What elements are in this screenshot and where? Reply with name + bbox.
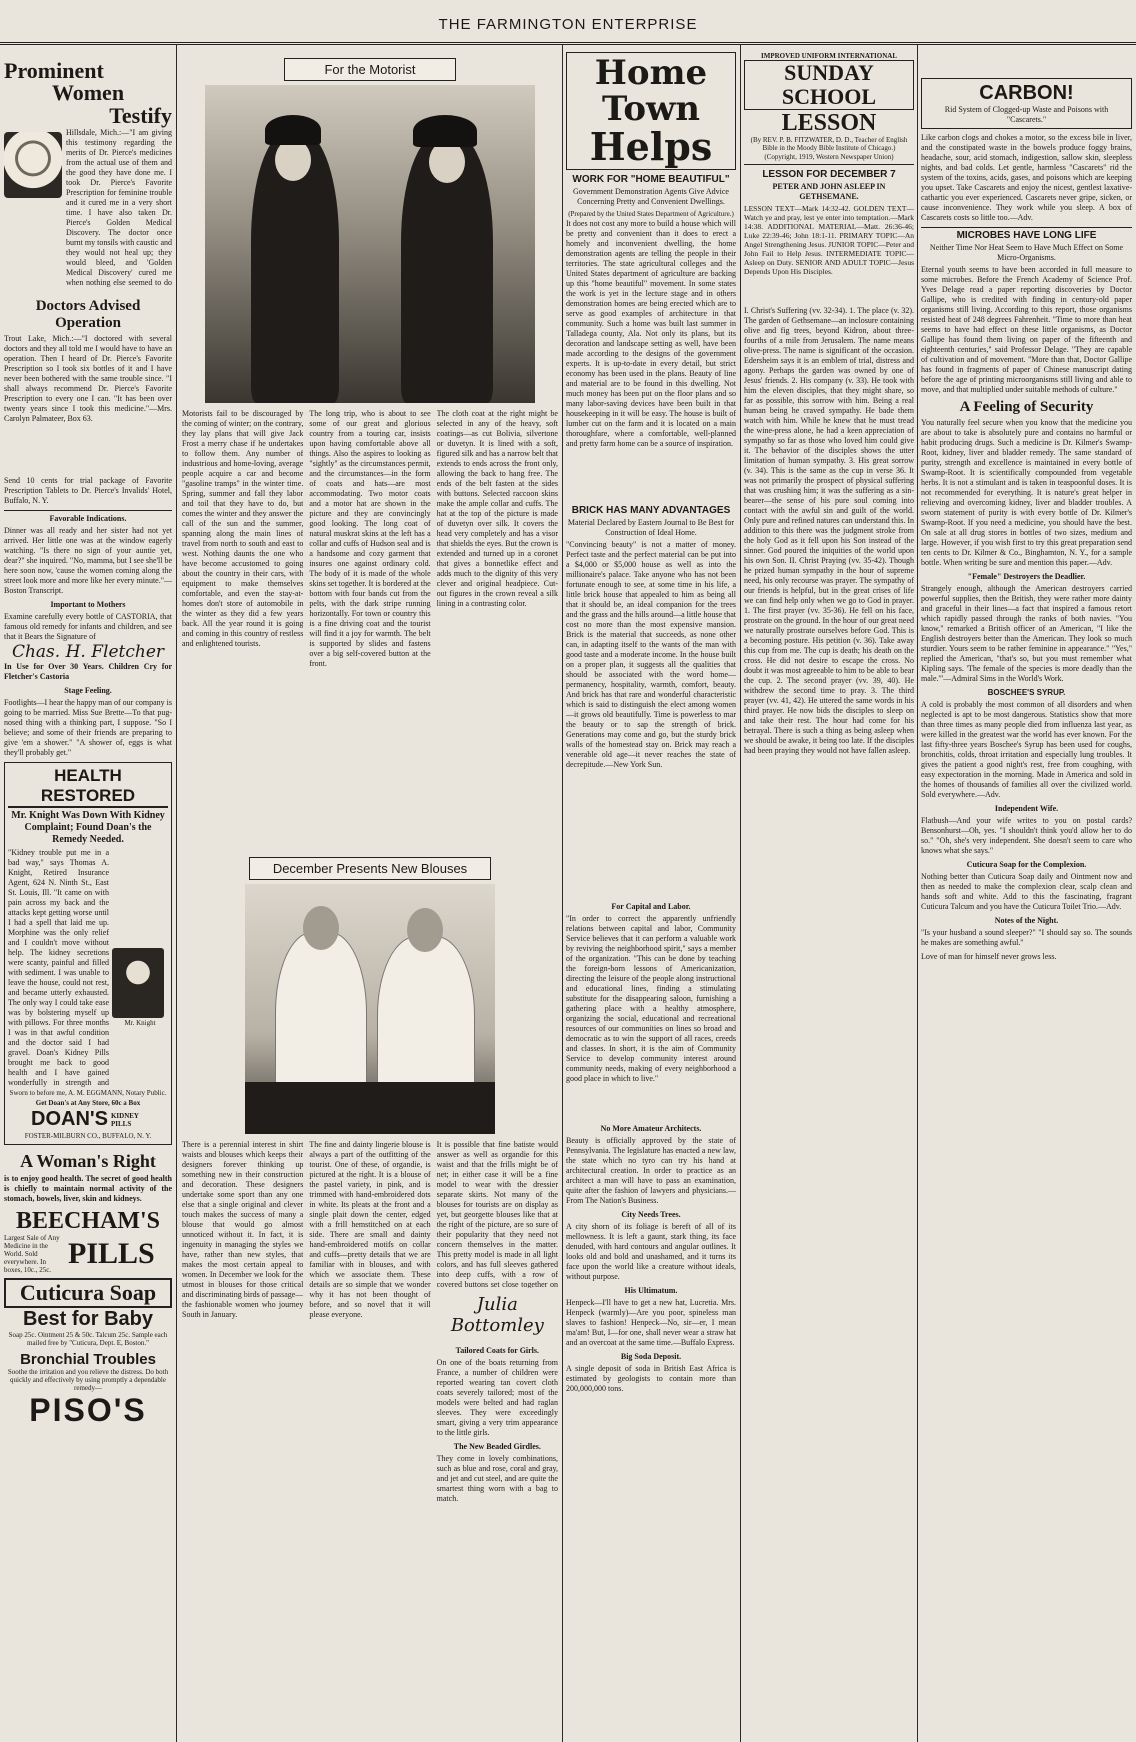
indep-head: Independent Wife.: [994, 804, 1059, 813]
work-text: It does not cost any more to build a house which will be pretty and convenient than it does to erect a homely and inconvenient dwelling, the home demonstration agents are telling the people in their territories. The state agricultural colleges and the United States department of agriculture are backing up this "home beautiful" movement. In some states the work is yet in the lecture stage and in others demonstration homes are being erected which are to serve as good examples of architecture in that community. Such a home was built last summer in Talladega county, Ala. Not only its plans, but its decoration and landscape setting as well, have been made according to the designs of the government experts. It is up-to-date in every detail, but strict economy has been used in the plans. Beauty of line and material are to be found in this dwelling. Not much money has been put on the floor plans and so many labor-saving devices have been built in that housekeeping in it will be easy. The house is built of lumber cut on the farm and it is located on a main thoroughfare, where a comfortable, well-planned and pretty farm home can be a source of inspiration.: [566, 219, 736, 448]
ss-copy: (Copyright, 1919, Western Newspaper Union): [744, 152, 914, 165]
lesson-intro: LESSON TEXT—Mark 14:32-42. GOLDEN TEXT—Watch ye and pray, lest ye enter into temptation.—Mark 14:38. ADDITIONAL MATERIAL—Matt. 26:36-46; Luke 22:39-46; John 18:1-11. PRIMARY TOPIC—An Angel Strengthening Jesus. JUNIOR TOPIC—Peter and John Fail to Help Jesus. INTERMEDIATE TOPIC—Asleep on Duty. SENIOR AND ADULT TOPIC—Jesus Depends Upon His Disciples.: [744, 204, 914, 276]
favorable-text: Dinner was all ready and her sister had not yet arrived. Her little one was at the window eagerly watching. "Is there no sign of your auntie yet, dear?" she inquired. "No, mamma, but I see she'll be here soon now, 'cause the women coming along the street look more and more like her every minute."—Boston Transcript.: [4, 526, 172, 595]
blouses-text-b: The fine and dainty lingerie blouse is always a part of the outfitting of the tourist. One of these, of organdie, is pictured at the right. It is a blouse of the pastel variety, in pink, and is trimmed with hand-embroidered dots in white. Its pleats at the front and a single plait down the center, edged with a frill hemstitched on at each side. There are small and dainty hand-embroidered motifs on collar and cuffs—pretty details that we are familiar with in blouses, and with which we associate them. These details are so simple that we wonder why it has not been thought of before, and so novel that it will please everyone.: [309, 1140, 431, 1319]
sworn-text: Sworn to before me, A. M. EGGMANN, Notary Public.: [9, 1089, 167, 1097]
lesson-head: LESSON FOR DECEMBER 7: [762, 169, 896, 180]
trees-text: A city shorn of its foliage is bereft of all of its mellowness. It is left a gaunt, stark thing, its face denuded, with hard contours and angular outlines. It looks old and bold and unashamed, and it turns its face upon the world like a creature without ideals, without purpose.: [566, 1222, 736, 1281]
security-text: You naturally feel secure when you know that the medicine you are about to take is absolutely pure and contains no harmful or habit producing drugs. Such a medicine is Dr. Kilmer's Swamp-Root, kidney, liver and bladder remedy. The same standard of purity, strength and excellence is maintained in every bottle of Swamp-Root. It is scientifically compounded from vegetable herbs. It is not a stimulant and is taken in teaspoonful doses. It is not recommended for everything. It is nature's great helper in relieving and overcoming kidney, liver and bladder troubles. A sworn statement of purity is with every bottle of Dr. Kilmer's Swamp-Root. If you need a medicine, you should have the best. On sale at all drug stores in bottles of two sizes, medium and large. However, if you wish first to try this great preparation send ten cents to Dr. Kilmer & Co., Binghamton, N. Y., for a sample bottle. When writing be sure and mention this paper.—Adv.: [921, 418, 1132, 567]
mothers-tail: In Use for Over 30 Years. Children Cry for Fletcher's Castoria: [4, 662, 172, 681]
microbes-head: MICROBES HAVE LONG LIFE: [921, 227, 1132, 241]
best-for-baby: Best for Baby: [22, 1308, 154, 1330]
testimonial-culver: Hillsdale, Mich.:—"I am giving this testimony regarding the merits of Dr. Pierce's medicines from the actual use of them and the good they have done me. I took Dr. Pierce's Favorite Prescription for feminine trouble and it cured me in a very short time. I have also taken Dr. Pierce's Golden Medical Discovery. The doctor once burnt my tonsils with caustic and they would not heal up; they would bleed, and 'Golden Medical Discovery' cured me when nothing else seemed to do: [66, 128, 172, 287]
indep-text: Flatbush—And your wife writes to you on postal cards? Bensonhurst—Oh, yes. "I shouldn't think you'd allow her to do so." "Oh, she's very independent. She doesn't seem to care who knows what she says.": [921, 816, 1132, 855]
send-note: Send 10 cents for trial package of Favorite Prescription Tablets to Dr. Pierce's Invalids' Hotel, Buffalo, N. Y.: [4, 476, 172, 505]
motorist-head: For the Motorist: [284, 58, 456, 81]
doans-foster: FOSTER-MILBURN CO., BUFFALO, N. Y.: [24, 1132, 152, 1140]
portrait-caption: Mr. Knight: [124, 1019, 156, 1027]
column-rule: [740, 44, 741, 1742]
sunday-school-banner: [744, 52, 914, 136]
brick-text: "Convincing beauty" is not a matter of money. Perfect taste and the perfect material can be put into a $4,000 or $5,000 house as well as into the millionaire's palace. Take anyone who has not been fortunate enough to see, at some time in his life, a little brick house that appealed to him as being all that it should be, an ideal companion for the trees and the grass and the hills around—a little house that cost no more than the most expensive mansion. Brick is the material that succeeds, as none other can, in adapting itself to the wants of the man with good taste and a moderate income. In the house built on a proper plan, it suggests all the qualities that should be associated with the word home—permanency, hospitality, warmth, comfort, beauty. And brick has that rare and wonderful characteristic which is said to distinguish the elect among women—it grows old beautifully. Time is powerless to mar the beauty or to sap the strength of brick. Generations may come and go, but the sturdy brick walls of the homestead stay on. Brick may reach a venerable old age—it never reaches the state of decrepitude.—New York Sun.: [566, 540, 736, 769]
female-text: Strangely enough, although the American destroyers carried powerful supplies, then the British, they were rather more dainty and graceful in their lines—a fact that inspired a famous retort which rapidly passed through the ranks of both navies. "You know," remarked a British officer of an American, "I like the English destroyers better than the American. They look so much sturdier. Yours seem to be rather feminine in appearance." "Yes," replied the American, "that's so, but you must remember what Kipling says. 'The female of the species is more deadly than the male.'"—Admiral Sims in the World's Work.: [921, 584, 1132, 683]
motorist-photo: [205, 85, 535, 403]
tailored-text: On one of the boats returning from France, a number of children were reported wearing tan covert cloth coats severely tailored; most of the models were belted and had raglan sleeves. They were exceedingly smart, giving a very trim appearance to the little girls.: [436, 1358, 558, 1437]
soda-head: Big Soda Deposit.: [620, 1352, 682, 1361]
boschee-head: BOSCHEE'S SYRUP.: [987, 688, 1066, 697]
column-3: [566, 48, 736, 1738]
mothers-head: Important to Mothers: [50, 600, 126, 609]
ultimatum-text: Henpeck—I'll have to get a new hat, Lucretia. Mrs. Henpeck (warmly)—Are you poor, spineless man slaves to fashion! Henpeck—No, sir—er, I mean ma'am! But, I—for one, shall never wear a straw hat and an overcoat at the same time.—Buffalo Express.: [566, 1298, 736, 1347]
cuticura-soap: Cuticura Soap: [4, 1278, 172, 1308]
headline-testify: Testify: [109, 103, 172, 128]
notes-head: Notes of the Night.: [994, 916, 1059, 925]
column-rule: [917, 44, 918, 1742]
amateur-text: Beauty is officially approved by the state of Pennsylvania. The legislature has enacted a new law, the state which no tyro can try his hand at architectural creation. In order to practice as an architect a man will have to pass an examination, quite after the fashion of lawyers and physicians.—From The Nation's Business.: [566, 1136, 736, 1205]
motorist-text-c: The cloth coat at the right might be selected in any of the heavy, soft coatings—as cut Bolivia, silvertone or duvetyn. It is lined with a soft, figured silk and has a narrow belt that extends to ends across the front only, allowing the back to hang free. The ends of the belt fasten at the sides with buttons. Selected raccoon skins make the ample collar and cuffs. The hat at the top of the picture is made of duvetyn over silk. It covers the head very completely and has a visor that shields the eyes. But the crown is extended and turned up in a coronet that gives a bonnetlike effect and adds much to the dignity of this very clever and original headpiece. Cut-out figures in the crown reveal a silk lining in a contrasting color.: [436, 409, 558, 608]
beechams-small: Largest Sale of Any Medicine in the World. Sold everywhere. In boxes, 10c., 25c.: [4, 1234, 60, 1274]
portrait-woman: [4, 132, 62, 198]
blouses-text-a: There is a perennial interest in shirt waists and blouses which keeps their designers forever thinking up something new in their construction and decoration. These designers undertake some sport than any one else that a single original and clever touch makes the success of many a blouse that would go almost unnoticed without it. In fact, it is ingenuity in managing the styles we have, rather than new styles, that makes the most certain appeal to women. In December we look for the utmost in blouses for those critical and discriminating birds of passage—the fashionable women who journey South in January.: [182, 1140, 304, 1319]
doans-kidney: KIDNEY PILLS: [110, 1111, 139, 1128]
womans-right-text: is to enjoy good health. The secret of good health is chiefly to maintain normal activity of the stomach, bowels, liver, skin and kidneys.: [4, 1174, 172, 1203]
bottomley-signature: Julia Bottomley: [450, 1294, 544, 1336]
health-text: "Kidney trouble put me in a bad way," says Thomas A. Knight, Retired Insurance Agent, 624 N. Ninth St., East St. Louis, Ill. "It came on with pain across my back and the attacks kept getting worse until I had a spell that laid me up. Morphine was the only relief and I couldn't move without help. The kidney secretions were scanty, painful and filled with sediment. I was unable to leave the house, could not rest, and became utterly exhausted. The only way I could take ease was by bolstering myself up with pillows. For three months I was in that awful condition and the doctor said I had gravel. Doan's Kidney Pills brought me back to good health and I have gained wonderfully in strength and: [8, 848, 109, 1087]
bronchial-head: Bronchial Troubles: [20, 1351, 156, 1368]
carbon-ad: [921, 78, 1132, 129]
work-prepared: (Prepared by the United States Department of Agriculture.): [568, 210, 734, 218]
carbon-head: CARBON!: [979, 82, 1074, 104]
portrait-knight: [112, 948, 164, 1018]
testimonial-palmateer: Trout Lake, Mich.:—"I doctored with several doctors and they all told me I would have to have an operation. Then I heard of Dr. Pierce's Favorite Prescription so I took six bottles of it and I have never been bothered with the same trouble since. "I shall always recommend Dr. Pierce's Favorite Prescription to every one I can. "It has been over twenty years since I took this medicine."—Mrs. Carolyn Palmateer, Box 63.: [4, 334, 172, 423]
fletcher-signature: Chas. H. Fletcher: [11, 642, 165, 662]
amateur-head: No More Amateur Architects.: [600, 1124, 702, 1133]
motorist-text-b: The long trip, who is about to see some of our great and glorious country from a touring car, insists upon having comfortable above all things. Also the aspires to looking as "sightly" as the circumstances permit, and the circumstances—in the form of coats and hats—are most accommodating. Two motor coats and a motor hat are shown in the picture and they are convincingly good looking. The long coat of natural muskrat skins at the left has a collar and cuffs of Hudson seal and is a handsome and cozy garment that insures one against ordinary cold. The body of it is made of the whole skins set together. It is bordered at the bottom with four bands cut from the pelts, with the dark stripe running horizontally. For town or country this is a fine driving coat and the tourist will find it a joy for warmth. The belt is supported by slides and fastens over a big self-covered button at the front.: [309, 409, 431, 668]
hth-line1: Home Town: [594, 53, 708, 129]
column-4: [744, 48, 914, 1738]
trees-head: City Needs Trees.: [621, 1210, 681, 1219]
ss-lesson: LESSON: [781, 110, 877, 136]
pills: PILLS: [68, 1237, 155, 1270]
cuticura-text: Nothing better than Cuticura Soap daily and Ointment now and then as needed to make the complexion clear, scalp clean and hands soft and white. Add to this the fascinating, fragrant Cuticura Talcum and you have the Cuticura Toilet Trio.—Adv.: [921, 872, 1132, 911]
beechams: BEECHAM'S: [15, 1208, 161, 1234]
boschee-text: A cold is probably the most common of all disorders and when neglected is apt to be most dangerous. Statistics show that more than three times as many people died from influenza last year, as were killed in the greatest war the world has ever known. For the last fifty-three years Boschee's Syrup has been used for coughs, bronchitis, colds, throat irritation and especially lung troubles. It gives the patient a good night's rest, free from coughing, with easy expectoration in the morning. Made in America and sold in the homes of thousands of families all over the civilized world. Sold everywhere.—Adv.: [921, 700, 1132, 799]
column-1: [4, 48, 172, 1738]
motorist-text-a: Motorists fail to be discouraged by the coming of winter; on the contrary, they lay plans that will give Jack Frost a merry chase if he undertakes to follow them. Any number of industrious and home-loving, average people acquire a car and become "gasoline tramps" in the winter time. Spring, summer and fall they labor and toil that they have to do, but comes the winter and they answer the call of the sun and the summer, spanning along the main lines of travel from north to south and east to west. Nothing daunts the one who have become accustomed to going about the country in their cars, with equipment to make themselves comfortable, and even the stay-at-homes don't store of automobile in the winter as they did a few years back. All the year round it is going and coming in this country of restless and enlightened tourists.: [182, 409, 304, 648]
work-sub: Government Demonstration Agents Give Advice Concerning Pretty and Convenient Dwellings.: [573, 187, 729, 206]
stage-head: Stage Feeling.: [64, 686, 112, 695]
masthead: [0, 0, 1136, 45]
blouses-text-c: It is possible that fine batiste would answer as well as organdie for this waist and that the frills might be of net; in either case it will be a fine model to wear with the dressier separate skirts. Not many of the blouses for tourists are on display as yet, but georgette blouses like that at the right of the picture, are so sure of their popularity that they need not concern themselves in the matter. This pretty model is made in all light colors, and has full sleeves gathered into deep cuffs, with a row of covered buttons set close together on: [436, 1140, 558, 1288]
doans-ad: [4, 762, 172, 1145]
stage-text: Footlights—I hear the happy man of our company is going to be married. Miss Sue Brette—To that pug-nosed thing with a thinking part, I suppose. "So I believe; and some of their friends are preparing to give 'em a shower." "A shower of, eggs is what they'll probably get.": [4, 698, 172, 757]
column-rule: [562, 44, 563, 1742]
carbon-text: Like carbon clogs and chokes a motor, so the excess bile in liver, and the constipated waste in the bowels produce foggy brains, headache, sour, acid stomach, indigestion, sallow skin, sleepless nights, and bad colds. Let gentle, harmless "Cascarets" rid the system of the toxins, acids, gases, and poisons which are keeping you upset. Take Cascarets and enjoy the nicest, gentlest laxative-cathartic you ever experienced. Cascarets never gripe, sicken, or cause inconvenience. They work while you sleep. A box of Cascarets costs so little too.—Adv.: [921, 133, 1132, 222]
favorable-head: Favorable Indications.: [49, 514, 127, 523]
headline-doctors: Doctors Advised Operation: [35, 298, 141, 331]
ss-top: IMPROVED UNIFORM INTERNATIONAL: [761, 52, 897, 60]
security-head: A Feeling of Security: [959, 399, 1094, 415]
beaded-head: The New Beaded Girdles.: [453, 1442, 541, 1451]
tailored-head: Tailored Coats for Girls.: [455, 1346, 540, 1355]
capital-head: For Capital and Labor.: [611, 902, 691, 911]
health-head: HEALTH RESTORED: [8, 766, 168, 808]
soda-text: A single deposit of soda in British East Africa is estimated by geologists to contain more than 200,000,000 tons.: [566, 1364, 736, 1393]
female-head: "Female" Destroyers the Deadlier.: [967, 572, 1086, 581]
newspaper-title: THE FARMINGTON ENTERPRISE: [438, 16, 698, 33]
blouses-head: December Presents New Blouses: [249, 857, 491, 880]
love-text: Love of man for himself never grows less.: [921, 952, 1057, 961]
doans-store: Get Doan's at Any Store, 60c a Box: [35, 1099, 141, 1107]
column-rule: [176, 44, 177, 1742]
brick-head: BRICK HAS MANY ADVANTAGES: [571, 505, 731, 516]
hth-line2: Helps: [589, 124, 713, 169]
work-head: WORK FOR "HOME BEAUTIFUL": [572, 174, 730, 185]
notes-text: "Is your husband a sound sleeper?" "I should say so. The sounds he makes are something awful.": [921, 928, 1132, 947]
carbon-sub: Rid System of Clogged-up Waste and Poisons with "Cascarets.": [944, 105, 1109, 124]
microbes-sub: Neither Time Nor Heat Seem to Have Much Effect on Some Micro-Organisms.: [929, 243, 1124, 262]
cuticura-small: Soap 25c. Ointment 25 & 50c. Talcum 25c. Sample each mailed free by "Cuticura, Dept. E, Boston.": [8, 1331, 168, 1347]
pisos: PISO'S: [29, 1392, 147, 1428]
ultimatum-head: His Ultimatum.: [624, 1286, 678, 1295]
bronchial-small: Soothe the irritation and you relieve the distress. Do both quickly and effectively by using promptly a dependable remedy—: [7, 1368, 169, 1392]
ss-big: SUNDAY SCHOOL: [744, 60, 914, 110]
lesson-title: PETER AND JOHN ASLEEP IN GETHSEMANE.: [772, 182, 886, 201]
cuticura-head: Cuticura Soap for the Complexion.: [966, 860, 1087, 869]
headline-prominent: Prominent: [4, 58, 104, 83]
home-town-helps-banner: [566, 52, 736, 170]
womans-right-head: A Woman's Right: [20, 1151, 156, 1171]
ss-by: (By REV. P. B. FITZWATER, D. D., Teacher of English Bible in the Moody Bible Institute of Chicago.): [750, 136, 908, 152]
capital-text: "In order to correct the apparently unfriendly relations between capital and labor, Community Service believes that it can perform a valuable work by reviving the neighborhood spirit," says a member of the organization. "This can be done by teaching the foreign-born lessons of Americanization, directing the leisure of the people along instructional and educational lines, finding a stimulating substitute for the disappearing saloon, furnishing a gathering place with a healthy atmosphere, organizing the social, educational and recreational resources of our communities on lines so broad and democratic as to win the support of all races, creeds and classes. In short, it is the aim of Community Service to develop community interest around community needs, making of every neighborhood a good place in which to live.": [566, 914, 736, 1083]
mothers-text: Examine carefully every bottle of CASTORIA, that famous old remedy for infants and children, and see that it Bears the Signature of: [4, 612, 172, 641]
headline-women: Women: [51, 80, 125, 105]
column-5: [921, 48, 1132, 1738]
beaded-text: They come in lovely combinations, such as blue and rose, coral and gray, and jet and cut steel, and are quite the smartest thing worn with a bag to match.: [436, 1454, 558, 1503]
brick-sub: Material Declared by Eastern Journal to Be Best for Construction of Ideal Home.: [567, 518, 735, 537]
doans-name: DOAN'S: [31, 1108, 108, 1130]
health-sub: Mr. Knight Was Down With Kidney Complaint; Found Doan's the Remedy Needed.: [11, 810, 165, 845]
blouses-photo: [245, 884, 495, 1134]
column-2: [182, 48, 558, 1738]
microbes-text: Eternal youth seems to have been accorded in full measure to some microbes. Before the French Academy of Science Prof. Yves Delage read a paper reporting discoveries by Doctor Gallipe, who is credited with finding in century-old paper organisms still living. According to this report, those organisms resisted heat of 248 degrees Fahrenheit. "Time to more than heat seems to have had effect on these little organisms, as Doctor Gallipe has found them living on paper of the fifteenth and eighteenth centuries," said Professor Delage. "They are capable of cultivation and of movement. "More than that, Doctor Gallipe has found in fragments of paper of Chinese manuscript dating before the age of printing microorganisms still living and able to move, and that multiplied under suitable methods of culture.": [921, 265, 1132, 394]
lesson-text: I. Christ's Suffering (vv. 32-34). 1. The place (v. 32). The garden of Gethsemane—an inclosure containing olive and fig trees, beyond Kidron, about three-fourths of a mile from Jerusalem. The name means olive-press. The name is significant of the occasion. Edersheim says it is an emblem of trial, distress and agony. Perhaps the garden was owned by one of Jesus' friends. 2. His company (v. 33). He took with him the eleven disciples, that they might share, so far as possible, this sorrow with him. Being a real human being he craved sympathy. He bade them watch with him. While he knew that he must tread the wine-press alone, he had a keen appreciation of sympathy so far as those who loved him could give it. The behavior of the disciples shows the utter limitation of human sympathy. 3. His great sorrow (v. 34). This is the same as the cup in verse 36. It was not primarily the prospect of physical suffering that was crushing him; it was the suffering as a sin-bearer—the sense of his pure soul coming into contact with the awful sin and guilt of the world. Only pure and refined natures can understand this. In addition to this there was the judgment stroke from the holy God as it fell upon his Son instead of the sinner. God poured the iniquities of the world upon his own Son. II. Christ Praying (vv. 35-42). Though he prized human sympathy in the hour of supreme need, his only recourse was prayer. The sympathy of our friends is helpful, but in the great crises of life we can find help only when we go to God in prayer. 1. The first prayer (vv. 35-36). He fell on his face, prostrate on the ground. In the hour of our great need we naturally prostrate ourselves before God. This is a becoming posture. His petition (v. 36). Take away this cup from me. The cup is death; his death on the cross. He did not desire to escape the cross. No doubt it was most agreeable to him to be able to bear the cup. 2. The second prayer (vv. 39, 40). He withdrew the second time to pray. 3. The third prayer (vv. 41, 42). He uttered the same words in his third prayer. He now bids the disciples to sleep on and take their rest. The hour had come for his betrayal. There is such a thing as being asleep when we should be awake, it being too late. If the disciples had been praying they would not have fallen asleep.: [744, 306, 914, 755]
